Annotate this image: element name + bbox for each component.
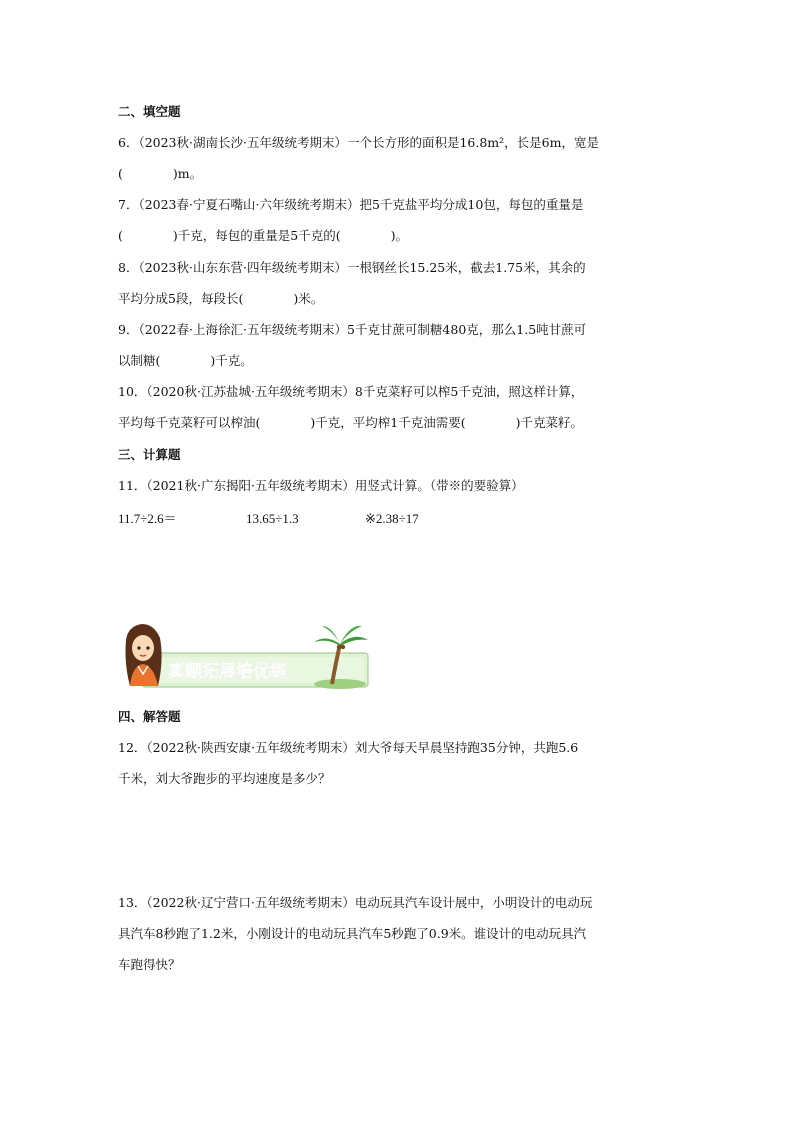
girl-illustration-icon	[126, 624, 162, 686]
calc-item-2: 13.65÷1.3	[246, 511, 299, 526]
section-heading-answer: 四、解答题	[118, 709, 181, 724]
question-6-line-2: ( )m。	[118, 166, 203, 181]
question-13-line-2: 具汽车8秒跑了1.2米，小刚设计的电动玩具汽车5秒跑了0.9米。谁设计的电动玩具汽	[118, 926, 587, 941]
question-8-line-2: 平均分成5段，每段长( )米。	[118, 291, 324, 306]
question-7-line-1: 7．（2023春·宁夏石嘴山·六年级统考期末）把5千克盐平均分成10包，每包的重量是	[118, 197, 584, 212]
question-9-line-1: 9．（2022春·上海徐汇·五年级统考期末）5千克甘蔗可制糖480克，那么1.5吨甘蔗可	[118, 322, 587, 337]
question-8-line-1: 8．（2023秋·山东东营·四年级统考期末）一根钢丝长15.25米，截去1.75米，其余的	[118, 260, 586, 275]
question-6-line-1: 6．（2023秋·湖南长沙·五年级统考期末）一个长方形的面积是16.8m²，长是6m，宽是	[118, 135, 599, 150]
question-10-line-2: 平均每千克菜籽可以榨油( )千克，平均榨1千克油需要( )千克菜籽。	[118, 415, 583, 430]
question-9-line-2: 以制糖( )千克。	[118, 353, 253, 368]
question-10-line-1: 10．（2020秋·江苏盐城·五年级统考期末）8千克菜籽可以榨5千克油，照这样计算，	[118, 384, 584, 399]
section-heading-calc: 三、计算题	[118, 447, 181, 462]
banner-graphic	[118, 620, 376, 690]
question-13-line-3: 车跑得快？	[118, 957, 181, 972]
banner-title: 真题拓展培优练	[168, 662, 287, 682]
question-7-line-2: ( )千克，每包的重量是5千克的( )。	[118, 228, 408, 243]
question-12-line-1: 12．（2022秋·陕西安康·五年级统考期末）刘大爷每天早晨坚持跑35分钟，共跑5.6	[118, 740, 579, 755]
question-12-line-2: 千米，刘大爷跑步的平均速度是多少？	[118, 771, 331, 786]
section-banner	[118, 620, 376, 690]
question-13-line-1: 13．（2022秋·辽宁营口·五年级统考期末）电动玩具汽车设计展中，小明设计的电动玩	[118, 895, 593, 910]
question-11-line-1: 11．（2021秋·广东揭阳·五年级统考期末）用竖式计算。（带※的要验算）	[118, 478, 524, 493]
calc-item-3: ※2.38÷17	[365, 511, 419, 526]
section-heading-fill: 二、填空题	[118, 104, 181, 119]
calc-item-1: 11.7÷2.6＝	[118, 511, 177, 526]
